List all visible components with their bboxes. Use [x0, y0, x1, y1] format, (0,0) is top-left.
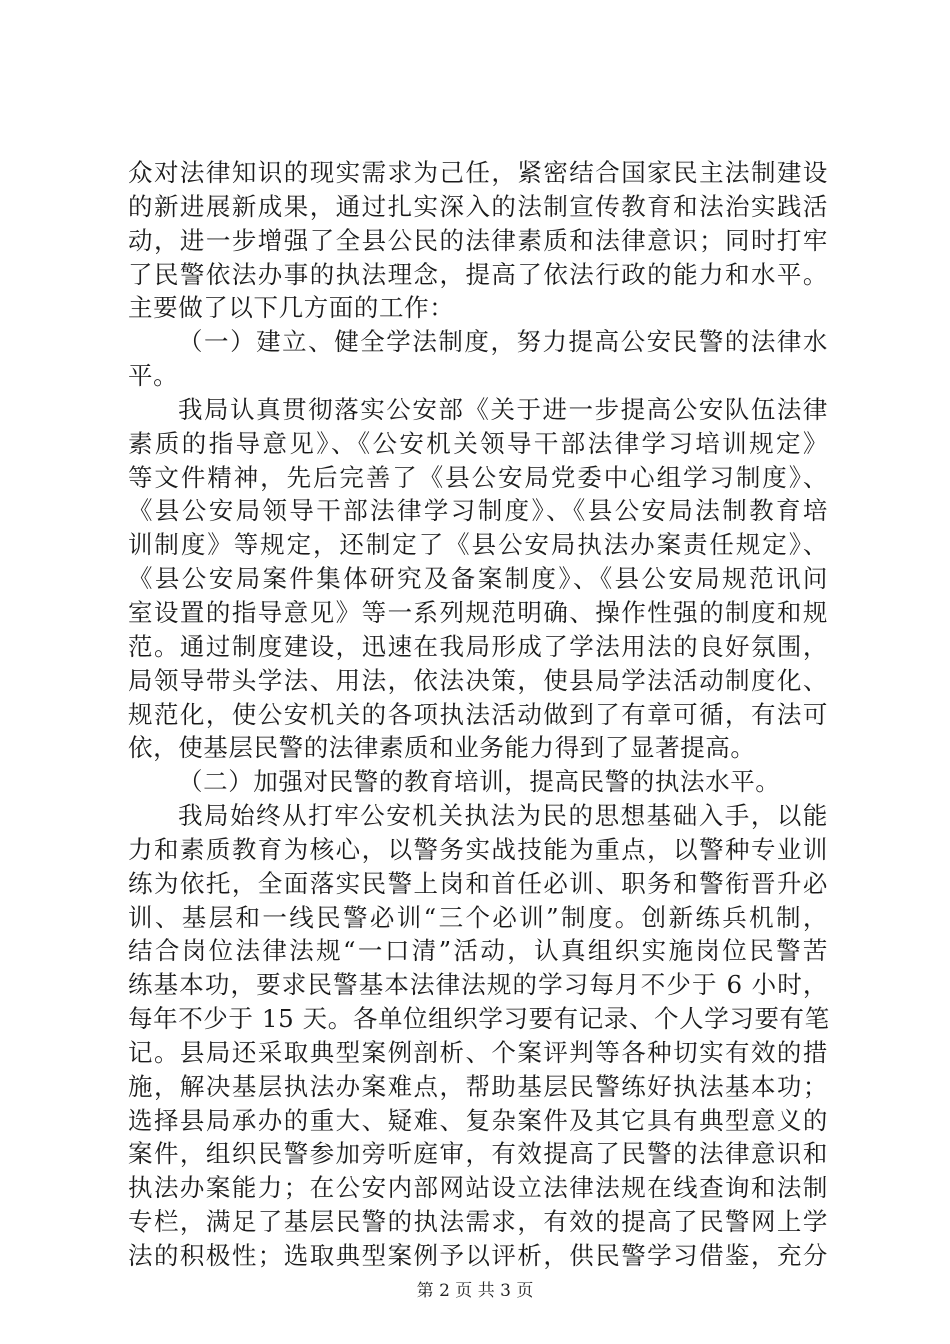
text-line: 依，使基层民警的法律素质和业务能力得到了显著提高。: [128, 733, 756, 763]
page-footer: 第 2 页 共 3 页: [416, 1281, 534, 1301]
text-line: 案件，组织民警参加旁听庭审，有效提高了民警的法律意识和: [128, 1139, 828, 1169]
text-line: 素质的指导意见》、《公安机关领导干部法律学习培训规定》: [128, 428, 828, 458]
text-line: 等文件精神，先后完善了《县公安局党委中心组学习制度》、: [128, 462, 828, 492]
text-line: 室设置的指导意见》等一系列规范明确、操作性强的制度和规: [128, 597, 828, 627]
text-line: 局领导带头学法、用法，依法决策，使县局学法活动制度化、: [128, 665, 828, 695]
text-line: 范。通过制度建设，迅速在我局形成了学法用法的良好氛围，: [128, 631, 828, 661]
text-line: 动，进一步增强了全县公民的法律素质和法律意识；同时打牢: [128, 225, 828, 255]
text-line: 我局认真贯彻落实公安部《关于进一步提高公安队伍法律: [178, 394, 828, 424]
text-line: 施，解决基层执法办案难点，帮助基层民警练好执法基本功；: [128, 1071, 828, 1101]
text-line: 练为依托，全面落实民警上岗和首任必训、职务和警衔晋升必: [128, 868, 828, 898]
text-line: 训制度》等规定，还制定了《县公安局执法办案责任规定》、: [128, 530, 828, 560]
text-line: 众对法律知识的现实需求为己任，紧密结合国家民主法制建设: [128, 158, 828, 187]
text-line: 主要做了以下几方面的工作：: [128, 293, 455, 323]
text-line: 《县公安局案件集体研究及备案制度》、《县公安局规范讯问: [128, 564, 828, 594]
text-line: 记。县局还采取典型案例剖析、个案评判等各种切实有效的措: [128, 1037, 828, 1067]
text-line: 平。: [128, 361, 179, 391]
text-line: 结合岗位法律法规“一口清”活动，认真组织实施岗位民警苦: [128, 936, 828, 966]
text-line: 专栏，满足了基层民警的执法需求，有效的提高了民警网上学: [128, 1207, 828, 1237]
text-line: 了民警依法办事的执法理念，提高了依法行政的能力和水平。: [128, 259, 828, 289]
text-line: 执法办案能力；在公安内部网站设立法律法规在线查询和法制: [128, 1173, 828, 1203]
text-line: 练基本功，要求民警基本法律法规的学习每月不少于 6 小时，: [128, 970, 828, 1000]
text-line: 每年不少于 15 天。各单位组织学习要有记录、个人学习要有笔: [128, 1004, 830, 1034]
text-line: 训、基层和一线民警必训“三个必训”制度。创新练兵机制，: [128, 902, 828, 932]
document-body: [128, 156, 828, 1273]
text-line: 法的积极性；选取典型案例予以评析，供民警学习借鉴，充分: [128, 1241, 828, 1270]
text-line: 的新进展新成果，通过扎实深入的法制宣传教育和法治实践活: [128, 191, 828, 221]
text-line: 规范化，使公安机关的各项执法活动做到了有章可循，有法可: [128, 699, 828, 729]
text-line: 选择县局承办的重大、疑难、复杂案件及其它具有典型意义的: [128, 1105, 828, 1135]
text-line: （二）加强对民警的教育培训，提高民警的执法水平。: [178, 767, 781, 797]
text-line: （一）建立、健全学法制度，努力提高公安民警的法律水: [178, 327, 828, 357]
text-line: 我局始终从打牢公安机关执法为民的思想基础入手，以能: [178, 801, 828, 831]
text-line: 力和素质教育为核心，以警务实战技能为重点，以警种专业训: [128, 834, 828, 864]
text-line: 《县公安局领导干部法律学习制度》、《县公安局法制教育培: [128, 496, 828, 526]
